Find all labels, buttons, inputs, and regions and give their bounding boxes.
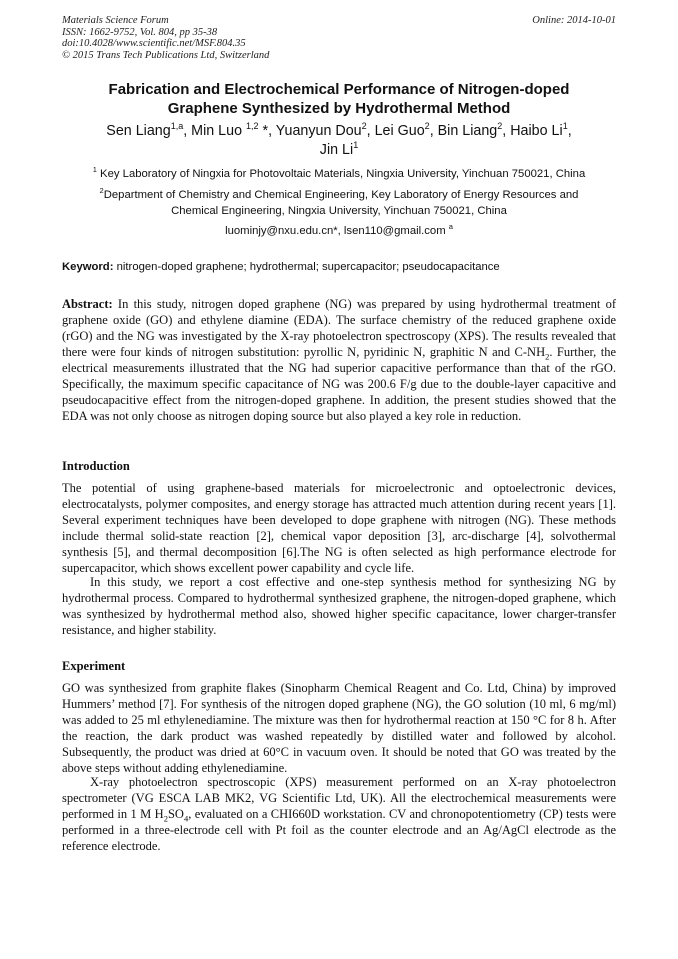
affiliation-text-line-1: Department of Chemistry and Chemical Engineering, Key Laboratory of Energy Resources and [103, 189, 579, 201]
author-separator: , [502, 123, 511, 139]
section-heading-introduction: Introduction [62, 459, 130, 473]
author-separator: , [366, 123, 375, 139]
affiliation-mark: 1 [92, 165, 97, 175]
introduction-paragraph-1: The potential of using graphene-based materials for microelectronic and optoelectronic devices, electrocatalysts, polymer composites, and energy storage has attracted much attention during recent years [1]. Several experiment techniques have been developed to dope graphene with nitrogen (NG). These methods include thermal solid-state reaction [2], chemical vapor deposition [3], arc-discharge [4], solvothermal synthesis [5], and thermal decomposition [6].The NG is often selected as high performance electrode for supercapacitor, which shows excellent power capability and cycle life. [62, 481, 616, 575]
author-list [62, 122, 616, 160]
experiment-paragraph-1: GO was synthesized from graphite flakes (Sinopharm Chemical Reagent and Co. Ltd, China) by improved Hummers’ method [7]. For synthesis of the nitrogen doped graphene (NG), the GO solution (10 ml, 6 mg/ml) was added to 25 ml ethylenediamine. The mixture was then for hydrothermal reaction at 150 °C for 8 h. After the reaction, the dark product was washed repeatedly by distilled water and followed by alcohol. Subsequently, the product was dried at 60°C in vacuum oven. It should be noted that GO was treated by the above steps without adding ethylenediamine. [62, 681, 616, 775]
author-affil-mark: 2 [497, 121, 503, 132]
affiliation-mark: 2 [99, 186, 104, 196]
email-addresses[interactable]: luominjy@nxu.edu.cn*, lsen110@gmail.com [225, 225, 449, 237]
experiment-text-a: X-ray photoelectron spectroscopic (XPS) measurement performed on an X-ray photoelectron spectrometer (VG ESCA LAB MK2, VG Scientific Ltd, UK). All the electrochemical measurements were performed in 1 M H [62, 775, 616, 821]
author-affil-mark: 2 [424, 121, 430, 132]
title-line-1: Fabrication and Electrochemical Performance of Nitrogen-doped [108, 81, 570, 98]
introduction-paragraph-2: In this study, we report a cost effective and one-step synthesis method for synthesizing NG by hydrothermal process. Compared to hydrothermal synthesized graphene, the nitrogen-doped graphene, which was synthesized by hydrothermal method also, showed higher specific capacitance, lower charger-transfer resistance, and higher stability. [62, 575, 616, 637]
affiliation-text-line-2: Chemical Engineering, Ningxia University, Yinchuan 750021, China [171, 204, 507, 217]
author-affil-mark: 1,2 [246, 121, 259, 132]
author-name: Jin Li [319, 142, 354, 158]
abstract-text-1: In this study, nitrogen doped graphene (NG) was prepared by using hydrothermal treatment of graphene oxide (GO) and ethylene diamine (EDA). The surface chemistry of the reduced graphene oxide (rGO) and the NG was investigated by the X-ray photoelectron spectroscopy (XPS). The results revealed that there were four kinds of nitrogen substitution: pyrollic N, pyridinic N, graphitic N and C-NH [62, 297, 616, 359]
keywords-text: nitrogen-doped graphene; hydrothermal; supercapacitor; pseudocapacitance [113, 261, 500, 273]
copyright: © 2015 Trans Tech Publications Ltd, Switzerland [62, 49, 270, 61]
author-separator: , [567, 123, 572, 139]
author-affil-mark: 1 [353, 140, 359, 151]
author-affil-mark: 1,a [170, 121, 184, 132]
formula-subscript: 4 [183, 813, 189, 824]
email-mark: a [448, 222, 453, 232]
author-name: Haibo Li [510, 123, 563, 139]
author-separator: , [429, 123, 438, 139]
author-name: Min Luo [191, 123, 247, 139]
issn: ISSN: 1662-9752, Vol. 804, pp 35-38 [62, 26, 218, 38]
online-date: Online: 2014-10-01 [532, 15, 616, 26]
section-heading-experiment: Experiment [62, 659, 126, 673]
author-name: Lei Guo [374, 123, 425, 139]
author-name: Bin Liang [437, 123, 498, 139]
doi: doi:10.4028/www.scientific.net/MSF.804.35 [62, 38, 246, 49]
paper-title [62, 80, 616, 118]
author-name: Yuanyun Dou [275, 123, 362, 139]
affiliation-2 [62, 188, 616, 219]
experiment-text-c: , evaluated on a CHI660D workstation. CV and chronopotentiometry (CP) tests were performed in a three-electrode cell with Pt foil as the counter electrode and an Ag/AgCl electrode as the reference electrode. [62, 807, 617, 853]
keywords [62, 260, 616, 275]
formula-subscript: 2 [163, 813, 168, 824]
author-separator: , [183, 123, 192, 139]
author-name: Sen Liang [106, 123, 171, 139]
affiliation-text: Key Laboratory of Ningxia for Photovoltaic Materials, Ningxia University, Yinchuan 750021, China [96, 168, 586, 180]
abstract-subscript: 2 [545, 351, 550, 362]
journal-name: Materials Science Forum [62, 15, 169, 26]
experiment-text-b: SO [167, 807, 184, 821]
abstract-label: Abstract: [62, 297, 113, 311]
experiment-paragraph-2 [62, 774, 616, 854]
author-separator: *, [258, 123, 276, 139]
abstract-text-2: . Further, the electrical measurements illustrated that the NG had superior capacitive performance than that of the rGO. Specifically, the maximum specific capacitance of NG was 200.6 F/g due to the double-layer capacitive and pseudocapacitive effect from the nitrogen-doped graphene. In addition, the present studies showed that the EDA was not only choose as nitrogen doping source but also played a key role in reduction. [62, 345, 616, 423]
title-line-2: Graphene Synthesized by Hydrothermal Method [167, 100, 511, 117]
keywords-label: Keyword: [62, 261, 114, 273]
author-affil-mark: 2 [361, 121, 367, 132]
abstract [62, 296, 616, 424]
author-affil-mark: 1 [562, 121, 568, 132]
affiliation-1 [62, 167, 616, 183]
author-emails [62, 224, 616, 240]
journal-info [62, 15, 422, 61]
